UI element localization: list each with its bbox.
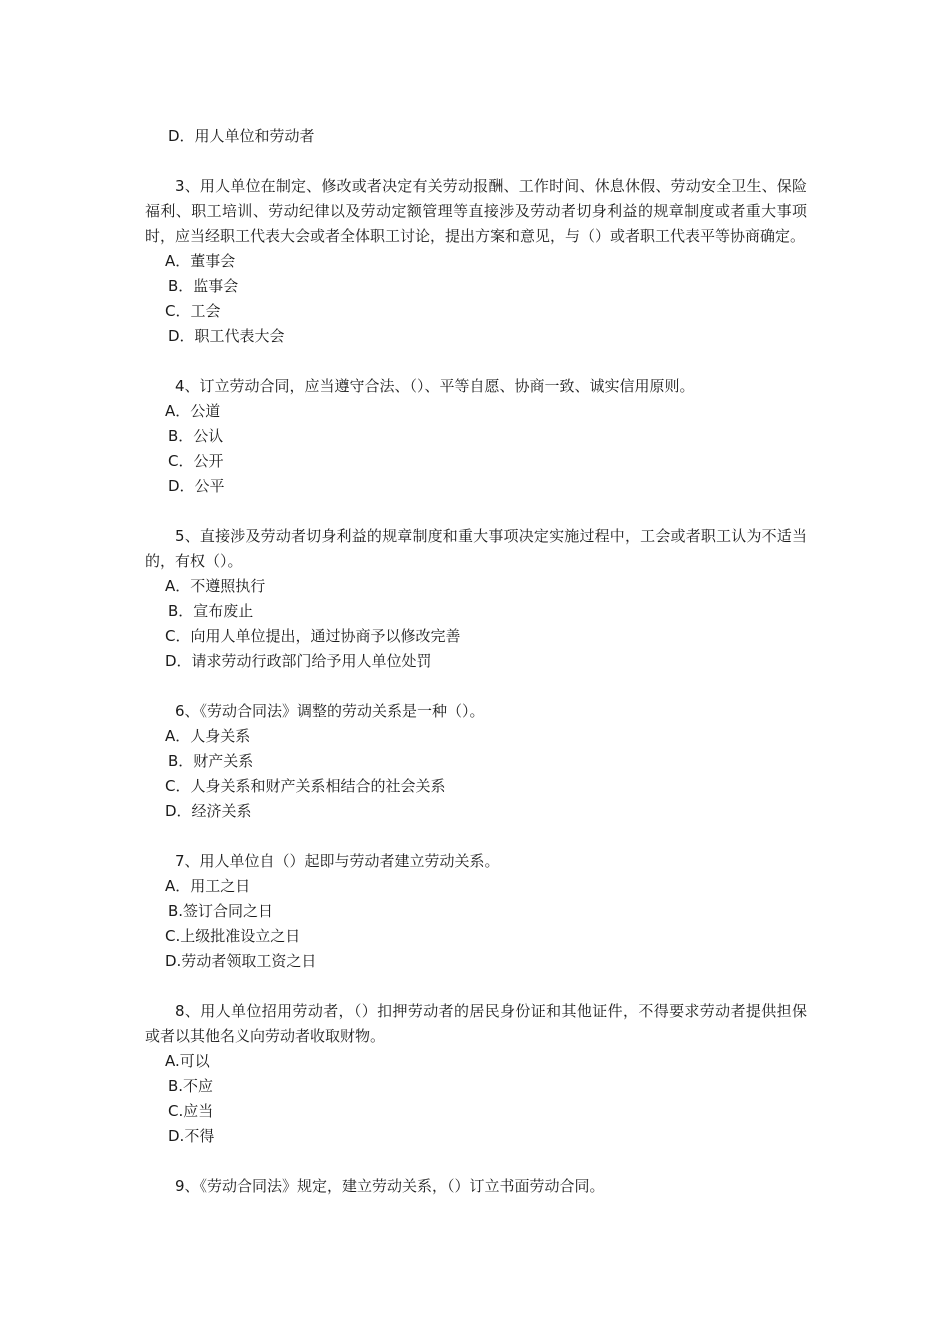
- question-block: [145, 174, 807, 349]
- answer-option: C．工会: [165, 302, 221, 320]
- question-stem: 7、用人单位自（）起即与劳动者建立劳动关系。: [175, 852, 500, 870]
- answer-option: A．董事会: [165, 252, 236, 270]
- answer-option: A．公道: [165, 402, 221, 420]
- question-stem: 5、直接涉及劳动者切身利益的规章制度和重大事项决定实施过程中，工会或者职工认为不适当的，有权（）。: [145, 527, 807, 570]
- question-stem: 6、《劳动合同法》调整的劳动关系是一种（）。: [175, 702, 485, 720]
- answer-option: C．人身关系和财产关系相结合的社会关系: [165, 777, 446, 795]
- question-stem: 4、订立劳动合同，应当遵守合法、（）、平等自愿、协商一致、诚实信用原则。: [175, 377, 695, 395]
- answer-option: B.签订合同之日: [168, 902, 274, 920]
- paragraph-spacer: [145, 499, 807, 524]
- answer-option: C．公开: [168, 452, 224, 470]
- answer-option: B.不应: [168, 1077, 214, 1095]
- answer-option: D．经济关系: [165, 802, 252, 820]
- question-block: [145, 524, 807, 674]
- question-block: [145, 124, 807, 149]
- question-list: [145, 124, 807, 1199]
- paragraph-spacer: [145, 1149, 807, 1174]
- answer-option: B．宣布废止: [168, 602, 254, 620]
- answer-option: A.可以: [165, 1052, 210, 1070]
- question-stem: 3、用人单位在制定、修改或者决定有关劳动报酬、工作时间、休息休假、劳动安全卫生、保险福利、职工培训、劳动纪律以及劳动定额管理等直接涉及劳动者切身利益的规章制度或者重大事项时，应当经职工代表大会或者全体职工讨论，提出方案和意见，与（）或者职工代表平等协商确定。: [145, 177, 807, 245]
- answer-option: B．监事会: [168, 277, 239, 295]
- answer-option: C．向用人单位提出，通过协商予以修改完善: [165, 627, 461, 645]
- answer-option: A．人身关系: [165, 727, 251, 745]
- answer-option: B．财产关系: [168, 752, 254, 770]
- question-stem: 8、用人单位招用劳动者，（）扣押劳动者的居民身份证和其他证件，不得要求劳动者提供担保或者以其他名义向劳动者收取财物。: [145, 1002, 807, 1045]
- answer-option: B．公认: [168, 427, 224, 445]
- question-block: [145, 1174, 807, 1199]
- answer-option: D．请求劳动行政部门给予用人单位处罚: [165, 652, 432, 670]
- paragraph-spacer: [145, 824, 807, 849]
- answer-option: D．用人单位和劳动者: [168, 127, 315, 145]
- paragraph-spacer: [145, 149, 807, 174]
- question-block: [145, 849, 807, 974]
- paragraph-spacer: [145, 349, 807, 374]
- answer-option: C.应当: [168, 1102, 214, 1120]
- answer-option: D.劳动者领取工资之日: [165, 952, 317, 970]
- paragraph-spacer: [145, 674, 807, 699]
- answer-option: D．职工代表大会: [168, 327, 285, 345]
- paragraph-spacer: [145, 974, 807, 999]
- answer-option: A．不遵照执行: [165, 577, 266, 595]
- question-block: [145, 999, 807, 1149]
- question-block: [145, 374, 807, 499]
- question-stem: 9、《劳动合同法》规定，建立劳动关系，（）订立书面劳动合同。: [175, 1177, 605, 1195]
- answer-option: D．公平: [168, 477, 225, 495]
- question-block: [145, 699, 807, 824]
- answer-option: A．用工之日: [165, 877, 251, 895]
- answer-option: D.不得: [168, 1127, 215, 1145]
- answer-option: C.上级批准设立之日: [165, 927, 301, 945]
